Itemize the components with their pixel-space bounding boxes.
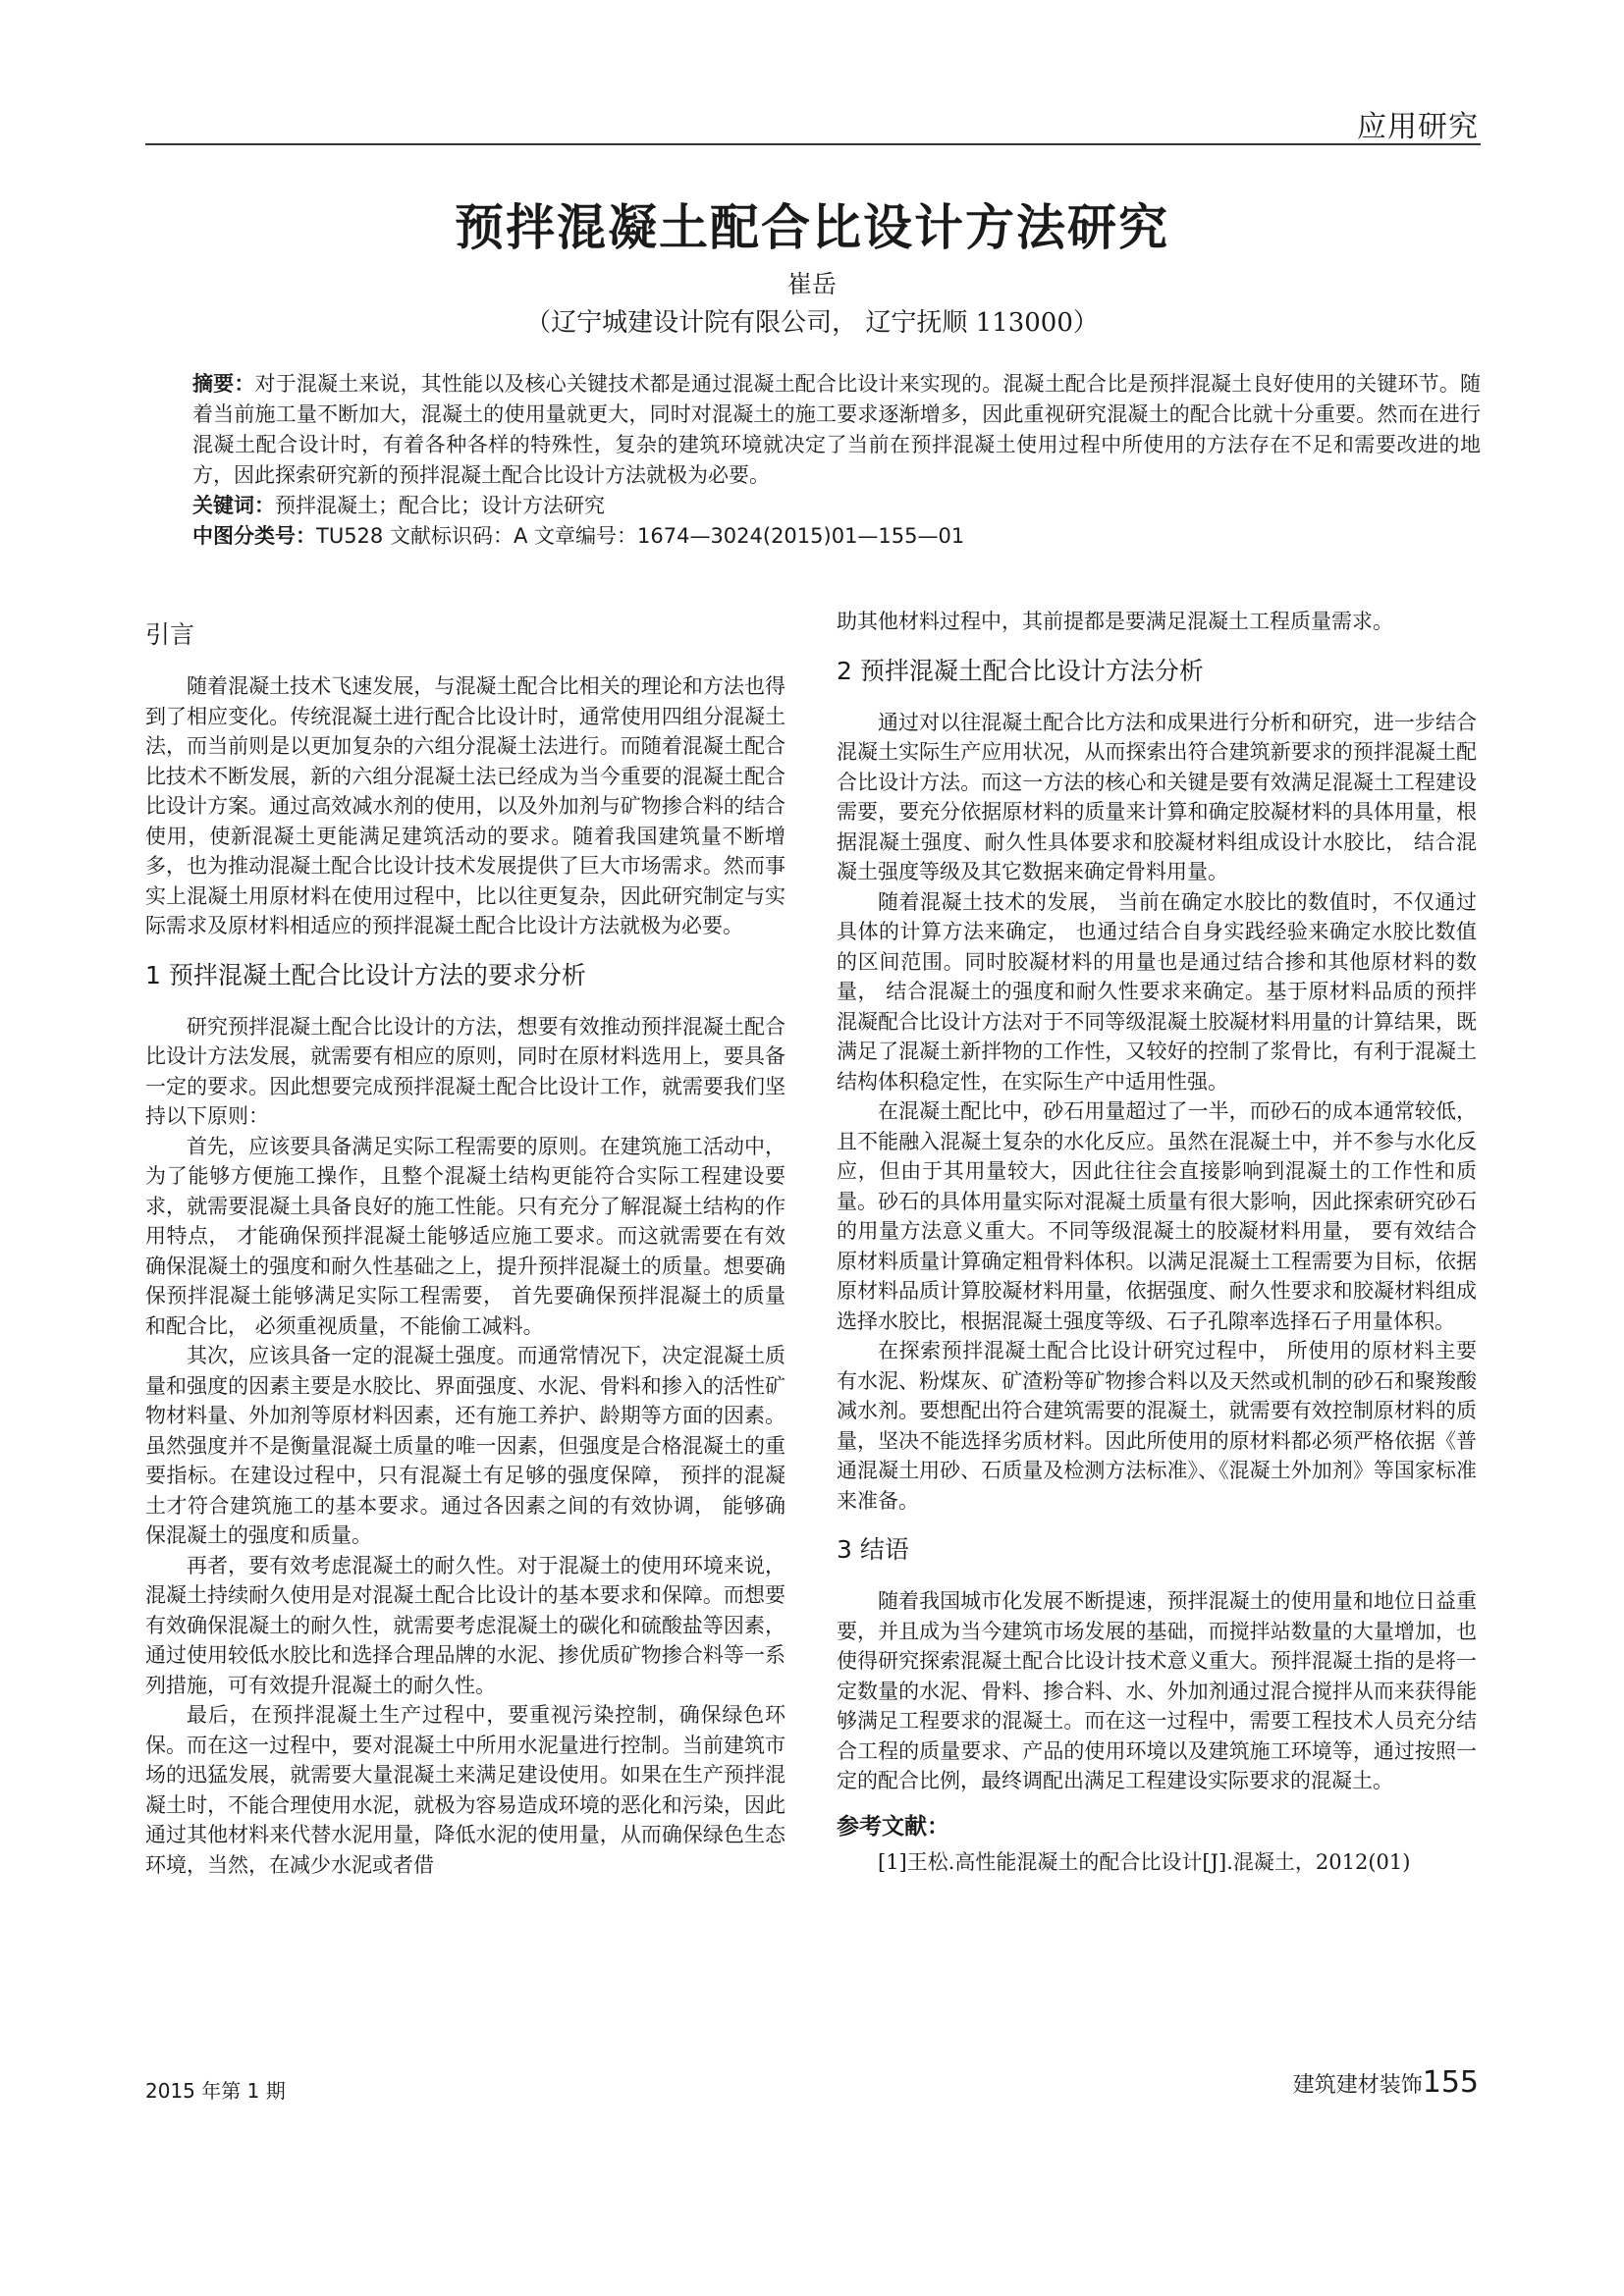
section-1-paragraph: 再者，要有效考虑混凝土的耐久性。对于混凝土的使用环境来说， 混凝土持续耐久使用是对混凝土配合比设计的基本要求和保障。而想要有效确保混凝土的耐久性，就需要考虑混凝土的碳化和硫酸盐等因素， 通过使用较低水胶比和选择合理品牌的水泥、掺优质矿物掺合料等一系列措施，可有效提升混凝土的耐久性。 <box>145 1553 785 1697</box>
section-1-paragraph: 其次，应该具备一定的混凝土强度。而通常情况下，决定混凝土质量和强度的因素主要是水胶比、界面强度、水泥、骨料和掺入的活性矿物材料量、外加剂等原材料因素，还有施工养护、龄期等方面的因素。虽然强度并不是衡量混凝土质量的唯一因素，但强度是合格混凝土的重要指标。在建设过程中，只有混凝土有足够的强度保障， 预拌的混凝土才符合建筑施工的基本要求。通过各因素之间的有效协调， 能够确保混凝土的强度和质量。 <box>145 1344 785 1547</box>
keywords <box>192 491 1481 521</box>
intro-paragraph: 随着混凝土技术飞速发展，与混凝土配合比相关的理论和方法也得到了相应变化。传统混凝土进行配合比设计时，通常使用四组分混凝土法，而当前则是以更加复杂的六组分混凝土法进行。而随着混凝土配合比技术不断发展，新的六组分混凝土法已经成为当今重要的混凝土配合比设计方案。通过高效减水剂的使用，以及外加剂与矿物掺合料的结合使用，使新混凝土更能满足建筑活动的要求。随着我国建筑量不断增多，也为推动混凝土配合比设计技术发展提供了巨大市场需求。然而事实上混凝土用原材料在使用过程中，比以往更复杂，因此研究制定与实际需求及原材料相适应的预拌混凝土配合比设计方法就极为必要。 <box>145 674 785 937</box>
affiliation: （辽宁城建设计院有限公司， 辽宁抚顺 113000） <box>525 308 1099 338</box>
abstract-label: 摘要： <box>192 372 255 396</box>
abstract <box>192 369 1481 491</box>
header-rule <box>145 143 1481 145</box>
reference-item: [1]王松.高性能混凝土的配合比设计[J].混凝土，2012(01) <box>878 1850 1411 1874</box>
abstract-text: 对于混凝土来说，其性能以及核心关键技术都是通过混凝土配合比设计来实现的。混凝土配合比是预拌混凝土良好使用的关键环节。随着当前施工量不断加大，混凝土的使用量就更大，同时对混凝土的施工要求逐渐增多，因此重视研究混凝土的配合比就十分重要。然而在进行混凝土配合设计时，有着各种各样的特殊性，复杂的建筑环境就决定了当前在预拌混凝土使用过程中所使用的方法存在不足和需要改进的地方，因此探索研究新的预拌混凝土配合比设计方法就极为必要。 <box>192 372 1482 487</box>
references-heading: 参考文献： <box>837 1813 949 1840</box>
section-2-paragraph: 随着混凝土技术的发展， 当前在确定水胶比的数值时，不仅通过具体的计算方法来确定， 也通过结合自身实践经验来确定水胶比数值的区间范围。同时胶凝材料的用量也是通过结合掺和其他原材料的数量， 结合混凝土的强度和耐久性要求来确定。基于原材料品质的预拌混凝配合比设计方法对于不同等级混凝土胶凝材料用量的计算结果，既满足了混凝土新拌物的工作性，又较好的控制了浆骨比，有利于混凝土结构体积稳定性，在实际生产中适用性强。 <box>837 889 1477 1094</box>
section-2-paragraph: 在探索预拌混凝土配合比设计研究过程中， 所使用的原材料主要有水泥、粉煤灰、矿渣粉等矿物掺合料以及天然或机制的砂石和聚羧酸减水剂。要想配出符合建筑需要的混凝土，就需要有效控制原材料的质量，坚决不能选择劣质材料。因此所使用的原材料都必须严格依据《普通混凝土用砂、石质量及检测方法标准》、《混凝土外加剂》等国家标准来准备。 <box>837 1339 1477 1513</box>
section-2-heading: 2 预拌混凝土配合比设计方法分析 <box>837 656 1204 685</box>
author: 崔岳 <box>786 270 837 298</box>
footer-issue: 2015 年第 1 期 <box>145 2079 286 2103</box>
keywords-text: 预拌混凝土；配合比；设计方法研究 <box>275 494 605 517</box>
section-1-paragraph: 最后，在预拌混凝土生产过程中，要重视污染控制，确保绿色环保。而在这一过程中，要对混凝土中所用水泥量进行控制。当前建筑市场的迅猛发展，就需要大量混凝土来满足建设使用。如果在生产预拌混凝土时，不能合理使用水泥，就极为容易造成环境的恶化和污染，因此通过其他材料来代替水泥用量，降低水泥的使用量，从而确保绿色生态环境，当然，在减少水泥或者借 <box>145 1703 785 1877</box>
intro-heading: 引言 <box>145 620 195 649</box>
section-tag: 应用研究 <box>1357 110 1479 144</box>
classification-text: TU528 文献标识码：A 文章编号：1674—3024(2015)01—155—01 <box>316 524 965 548</box>
section-2-paragraph: 通过对以往混凝土配合比方法和成果进行分析和研究，进一步结合混凝土实际生产应用状况，从而探索出符合建筑新要求的预拌混凝土配合比设计方法。而这一方法的核心和关键是要有效满足混凝土工程建设需要，要充分依据原材料的质量来计算和确定胶凝材料的具体用量，根据混凝土强度、耐久性具体要求和胶凝材料组成设计水胶比， 结合混凝土强度等级及其它数据来确定骨料用量。 <box>837 710 1477 883</box>
article-title: 预拌混凝土配合比设计方法研究 <box>455 198 1169 256</box>
footer-journal <box>1293 2065 1479 2100</box>
keywords-label: 关键词： <box>192 494 275 517</box>
section-3-paragraph: 随着我国城市化发展不断提速，预拌混凝土的使用量和地位日益重要，并且成为当今建筑市场发展的基础，而搅拌站数量的大量增加，也使得研究探索混凝土配合比设计技术意义重大。预拌混凝土指的是将一定数量的水泥、骨料、掺合料、水、外加剂通过混合搅拌从而来获得能够满足工程要求的混凝土。而在这一过程中，需要工程技术人员充分结合工程的质量要求、产品的使用环境以及建筑施工环境等，通过按照一定的配合比例，最终调配出满足工程建设实际要求的混凝土。 <box>837 1589 1477 1792</box>
right-column <box>837 607 1477 1878</box>
section-2-paragraph: 在混凝土配比中，砂石用量超过了一半，而砂石的成本通常较低，且不能融入混凝土复杂的水化反应。虽然在混凝土中，并不参与水化反应，但由于其用量较大，因此往往会直接影响到混凝土的工作性和质量。砂石的具体用量实际对混凝土质量有很大影响，因此探索研究砂石的用量方法意义重大。不同等级混凝土的胶凝材料用量， 要有效结合原材料质量计算确定粗骨料体积。以满足混凝土工程需要为目标，依据原材料品质计算胶凝材料用量，依据强度、耐久性要求和胶凝材料组成选择水胶比，根据混凝土强度等级、石子孔隙率选择石子用量体积。 <box>837 1099 1477 1333</box>
section-1-paragraph: 研究预拌混凝土配合比设计的方法，想要有效推动预拌混凝土配合比设计方法发展，就需要有相应的原则，同时在原材料选用上，要具备一定的要求。因此想要完成预拌混凝土配合比设计工作，就需要我们坚持以下原则： <box>145 1014 785 1128</box>
classification-label: 中图分类号： <box>192 524 316 548</box>
page-number: 155 <box>1422 2065 1479 2100</box>
abstract-block <box>192 369 1481 552</box>
section-1-heading: 1 预拌混凝土配合比设计方法的要求分析 <box>145 960 586 989</box>
section-1-paragraph: 首先，应该要具备满足实际工程需要的原则。在建筑施工活动中，为了能够方便施工操作，且整个混凝土结构更能符合实际工程建设要求，就需要混凝土具备良好的施工性能。只有充分了解混凝土结构的作用特点， 才能确保预拌混凝土能够适应施工要求。而这就需要在有效确保混凝土的强度和耐久性基础之上，提升预拌混凝土的质量。想要确保预拌混凝土能够满足实际工程需要， 首先要确保预拌混凝土的质量和配合比， 必须重视质量，不能偷工减料。 <box>145 1134 785 1338</box>
journal-name: 建筑建材装饰 <box>1292 2073 1423 2098</box>
section-3-heading: 3 结语 <box>837 1535 909 1564</box>
left-column <box>145 607 785 1880</box>
classification <box>192 521 1481 552</box>
continued-paragraph: 助其他材料过程中，其前提都是要满足混凝土工程质量需求。 <box>837 610 1393 633</box>
